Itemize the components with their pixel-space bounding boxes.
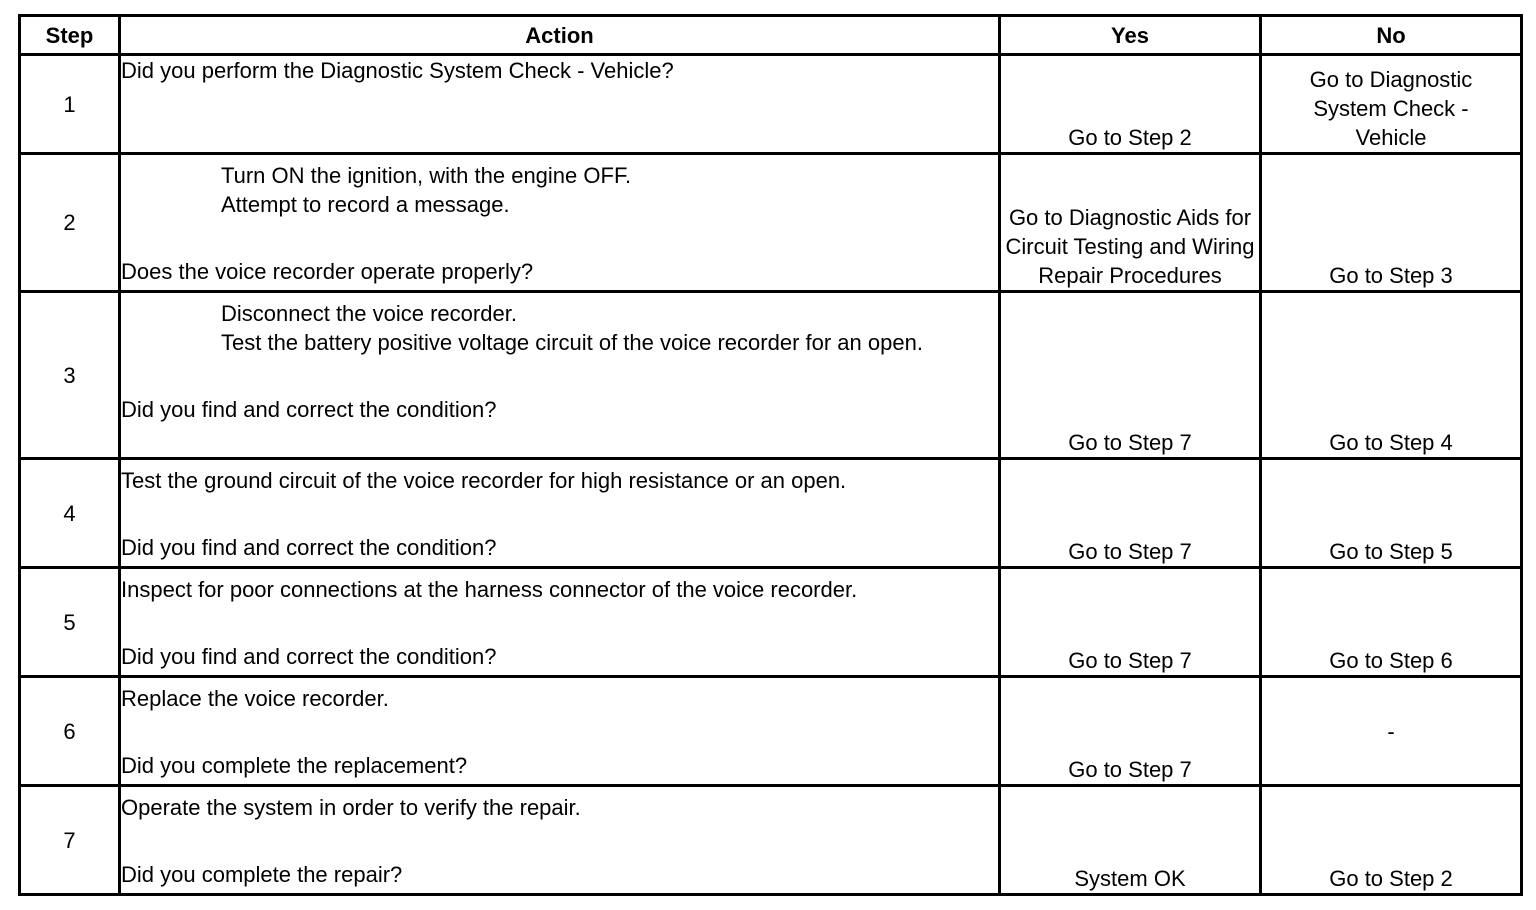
action-question: Does the voice recorder operate properly? bbox=[121, 259, 534, 284]
no-cell: - bbox=[1261, 677, 1522, 786]
action-cell bbox=[120, 786, 1000, 895]
action-instruction: Attempt to record a message. bbox=[221, 192, 510, 217]
step-number: 7 bbox=[20, 786, 120, 895]
table-row bbox=[20, 292, 1522, 459]
header-no: No bbox=[1261, 16, 1522, 55]
no-cell: Go to Step 4 bbox=[1261, 292, 1522, 459]
header-step: Step bbox=[20, 16, 120, 55]
action-cell bbox=[120, 459, 1000, 568]
action-cell bbox=[120, 55, 1000, 154]
action-question: Did you complete the repair? bbox=[121, 862, 403, 887]
step-number: 4 bbox=[20, 459, 120, 568]
table-row bbox=[20, 677, 1522, 786]
header-row bbox=[20, 16, 1522, 55]
yes-cell: Go to Step 7 bbox=[1000, 568, 1261, 677]
action-instruction: Test the ground circuit of the voice recorder for high resistance or an open. bbox=[121, 468, 847, 493]
step-number: 6 bbox=[20, 677, 120, 786]
action-instruction: Replace the voice recorder. bbox=[121, 686, 389, 711]
action-cell bbox=[120, 677, 1000, 786]
header-action: Action bbox=[120, 16, 1000, 55]
yes-cell: Go to Step 7 bbox=[1000, 459, 1261, 568]
action-cell bbox=[120, 154, 1000, 292]
step-number: 1 bbox=[20, 55, 120, 154]
action-instruction: Turn ON the ignition, with the engine OFF. bbox=[221, 163, 632, 188]
table-row bbox=[20, 786, 1522, 895]
action-cell bbox=[120, 292, 1000, 459]
table-row bbox=[20, 154, 1522, 292]
no-cell: Go to Step 6 bbox=[1261, 568, 1522, 677]
action-question: Did you find and correct the condition? bbox=[121, 397, 497, 422]
yes-cell: Go to Diagnostic Aids for Circuit Testing and Wiring Repair Procedures bbox=[1000, 154, 1261, 292]
action-instruction: Disconnect the voice recorder. bbox=[221, 301, 517, 326]
action-instruction: Test the battery positive voltage circuit of the voice recorder for an open. bbox=[221, 330, 923, 355]
no-cell: Go to Step 2 bbox=[1261, 786, 1522, 895]
diagnostic-table bbox=[18, 14, 1523, 896]
action-instruction: Inspect for poor connections at the harness connector of the voice recorder. bbox=[121, 577, 858, 602]
action-question: Did you find and correct the condition? bbox=[121, 535, 497, 560]
step-number: 2 bbox=[20, 154, 120, 292]
action-question: Did you complete the replacement? bbox=[121, 753, 468, 778]
yes-cell: Go to Step 2 bbox=[1000, 55, 1261, 154]
header-yes: Yes bbox=[1000, 16, 1261, 55]
step-number: 5 bbox=[20, 568, 120, 677]
no-cell: Go to Diagnostic System Check - Vehicle bbox=[1261, 55, 1522, 154]
step-number: 3 bbox=[20, 292, 120, 459]
action-question: Did you perform the Diagnostic System Check - Vehicle? bbox=[121, 58, 674, 83]
yes-cell: Go to Step 7 bbox=[1000, 677, 1261, 786]
yes-cell: System OK bbox=[1000, 786, 1261, 895]
no-cell: Go to Step 3 bbox=[1261, 154, 1522, 292]
action-question: Did you find and correct the condition? bbox=[121, 644, 497, 669]
table-row bbox=[20, 55, 1522, 154]
table-row bbox=[20, 459, 1522, 568]
yes-cell: Go to Step 7 bbox=[1000, 292, 1261, 459]
no-cell: Go to Step 5 bbox=[1261, 459, 1522, 568]
action-instruction: Operate the system in order to verify the repair. bbox=[121, 795, 581, 820]
table-row bbox=[20, 568, 1522, 677]
action-cell bbox=[120, 568, 1000, 677]
